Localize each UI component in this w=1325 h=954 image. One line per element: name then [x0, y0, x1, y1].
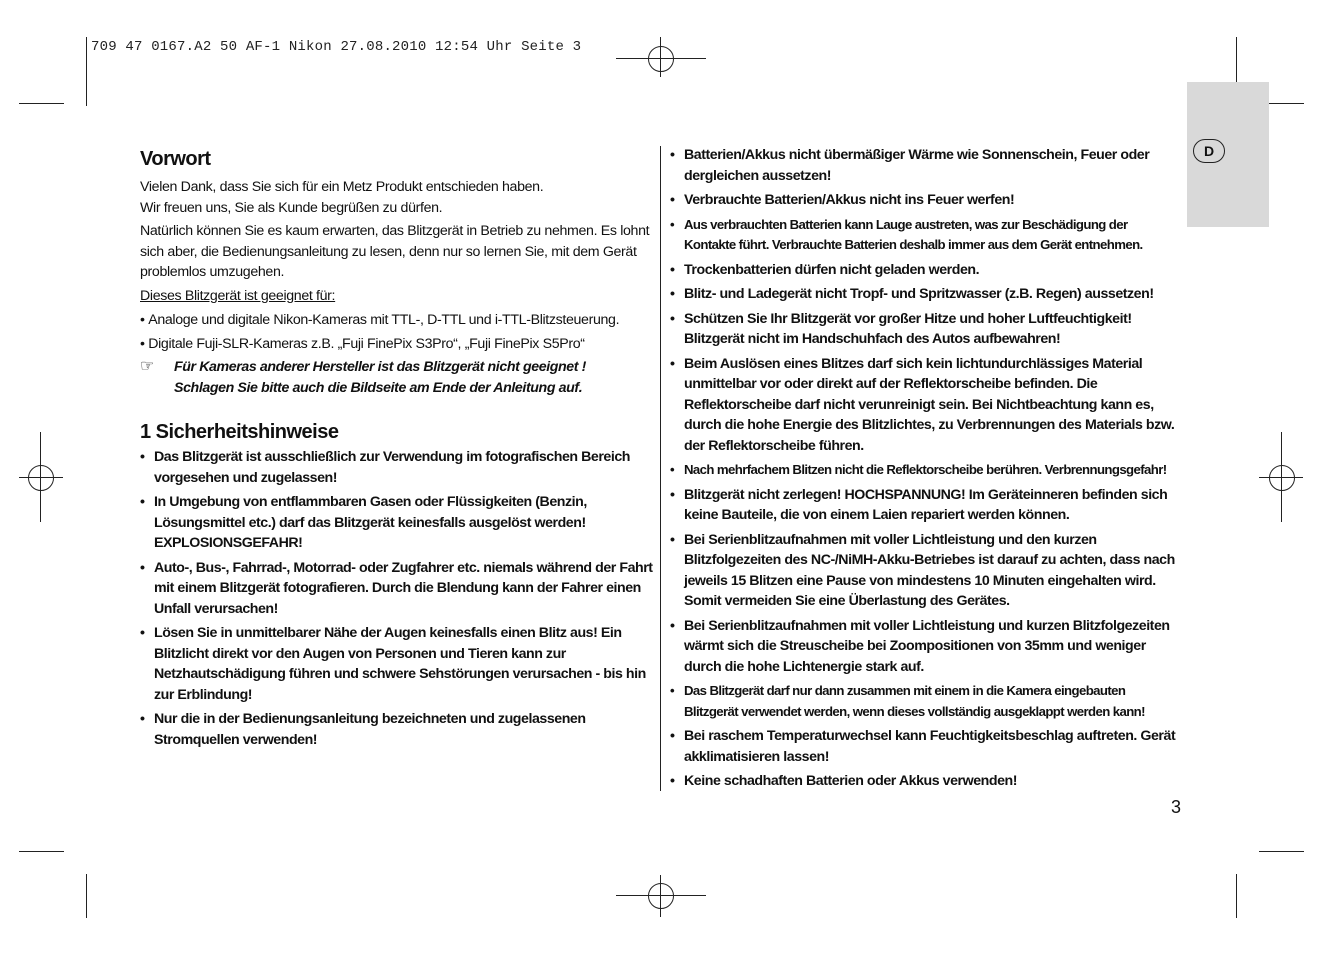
print-slug: 709 47 0167.A2 50 AF-1 Nikon 27.08.2010 12:54 Uhr Seite 3	[91, 39, 582, 55]
list-item: • Blitzgerät nicht zerlegen! HOCHSPANNUNG! Im Geräteinneren befinden sich keine Bauteile, die von einem Laien repariert werden können.	[670, 486, 1168, 523]
list-item: • Schützen Sie Ihr Blitzgerät vor großer Hitze und hoher Luftfeuchtigkeit! Blitzgerät nicht im Handschuhfach des Autos aufbewahren!	[670, 310, 1132, 347]
list-item: • Lösen Sie in unmittelbarer Nähe der Augen keinesfalls einen Blitz aus! Ein Blitzlicht direkt vor den Augen von Personen und Tieren kann zur Netzhautschädigung führen und schwere Sehstörungen verursachen - bis hin zur Erblindung!	[140, 625, 646, 703]
list-item: • Verbrauchte Batterien/Akkus nicht ins Feuer werfen!	[670, 192, 1015, 208]
list-item: • Bei raschem Temperaturwechsel kann Feuchtigkeitsbeschlag auftreten. Gerät akklimatisieren lassen!	[670, 728, 1176, 765]
section-title-vorwort: Vorwort	[140, 148, 211, 170]
crop-mark	[1236, 874, 1237, 918]
paragraph: Wir freuen uns, Sie als Kunde begrüßen zu dürfen.	[140, 199, 443, 216]
crop-mark	[19, 851, 64, 852]
page-number: 3	[1171, 797, 1182, 817]
list-item: • Batterien/Akkus nicht übermäßiger Wärme wie Sonnenschein, Feuer oder dergleichen aussetzen!	[670, 147, 1150, 184]
list-item: • In Umgebung von entflammbaren Gasen oder Flüssigkeiten (Benzin, Lösungsmittel etc.) darf das Blitzgerät keinesfalls ausgelöst werden! EXPLOSIONSGEFAHR!	[140, 494, 587, 551]
list-item: • Aus verbrauchten Batterien kann Lauge austreten, was zur Beschädigung der Kontakte führt. Verbrauchte Batterien deshalb immer aus dem Gerät entnehmen.	[670, 216, 1143, 252]
list-item: • Keine schadhaften Batterien oder Akkus verwenden!	[670, 773, 1017, 789]
section-title-safety: 1 Sicherheitshinweise	[140, 421, 339, 443]
pointing-hand-icon: ☞	[140, 358, 154, 375]
safety-list	[140, 447, 656, 750]
crop-mark	[19, 103, 64, 104]
language-badge: D	[1193, 139, 1225, 163]
safety-list-continued	[670, 145, 1182, 792]
list-item: • Auto-, Bus-, Fahrrad-, Motorrad- oder Zugfahrer etc. niemals während der Fahrt mit einem Blitzgerät fotografieren. Durch die Blendung kann der Fahrer einen Unfall verursachen!	[140, 559, 653, 617]
list-item: • Nur die in der Bedienungsanleitung bezeichneten und zugelassenen Stromquellen verwenden!	[140, 711, 586, 748]
crop-mark	[86, 37, 87, 106]
right-column	[670, 145, 1182, 796]
list-item: • Blitz- und Ladegerät nicht Tropf- und Spritzwasser (z.B. Regen) aussetzen!	[670, 286, 1154, 302]
left-column	[140, 146, 656, 754]
column-divider	[660, 146, 661, 791]
list-item: • Das Blitzgerät ist ausschließlich zur Verwendung im fotografischen Bereich vorgesehen und zugelassen!	[140, 449, 630, 486]
paragraph: Vielen Dank, dass Sie sich für ein Metz Produkt entschieden haben.	[140, 179, 544, 195]
list-item: • Beim Auslösen eines Blitzes darf sich kein lichtundurchlässiges Material unmittelbar vor oder direkt auf der Reflektorscheibe befinden. Die Reflektorscheibe darf nicht verunreinigt sein. Bei Nichtbeachtung kann es, durch die hohe Energie des Blitzlichtes, zu Verbrennungen des Materials bzw. der Reflektorscheibe führen.	[670, 355, 1175, 454]
crop-mark	[1259, 851, 1304, 852]
note-block	[140, 357, 656, 399]
note-line: Für Kameras anderer Hersteller ist das Blitzgerät nicht geeignet !	[174, 359, 586, 375]
list-item: • Analoge und digitale Nikon-Kameras mit TTL-, D-TTL und i-TTL-Blitzsteuerung.	[140, 312, 620, 328]
suitable-heading: Dieses Blitzgerät ist geeignet für:	[140, 287, 336, 304]
list-item: • Trockenbatterien dürfen nicht geladen werden.	[670, 261, 980, 278]
list-item: • Das Blitzgerät darf nur dann zusammen mit einem in die Kamera eingebauten Blitzgerät verwendet werden, wenn dieses vollständig ausgeklappt werden kann!	[670, 683, 1145, 719]
list-item: • Digitale Fuji-SLR-Kameras z.B. „Fuji FinePix S3Pro“, „Fuji FinePix S5Pro“	[140, 335, 585, 352]
list-item: • Nach mehrfachem Blitzen nicht die Reflektorscheibe berühren. Verbrennungsgefahr!	[670, 462, 1167, 477]
crop-mark	[86, 874, 87, 918]
paragraph: Natürlich können Sie es kaum erwarten, das Blitzgerät in Betrieb zu nehmen. Es lohnt sich aber, die Bedienungsanleitung zu lesen, denn nur so lernen Sie, mit dem Gerät problemlos umzugehen.	[140, 223, 650, 280]
note-line: Schlagen Sie bitte auch die Bildseite am Ende der Anleitung auf.	[174, 380, 583, 396]
list-item: • Bei Serienblitzaufnahmen mit voller Lichtleistung und den kurzen Blitzfolgezeiten des NC-/NiMH-Akku-Betriebes ist darauf zu achten, dass nach jeweils 15 Blitzen eine Pause von mindestens 10 Minuten eingehalten wird. Somit vermeiden Sie eine Überlastung des Gerätes.	[670, 531, 1175, 609]
list-item: • Bei Serienblitzaufnahmen mit voller Lichtleistung und kurzen Blitzfolgezeiten wärmt sich die Streuscheibe bei Zoompositionen von 35mm und weniger durch die hohe Lichtenergie stark auf.	[670, 617, 1170, 675]
